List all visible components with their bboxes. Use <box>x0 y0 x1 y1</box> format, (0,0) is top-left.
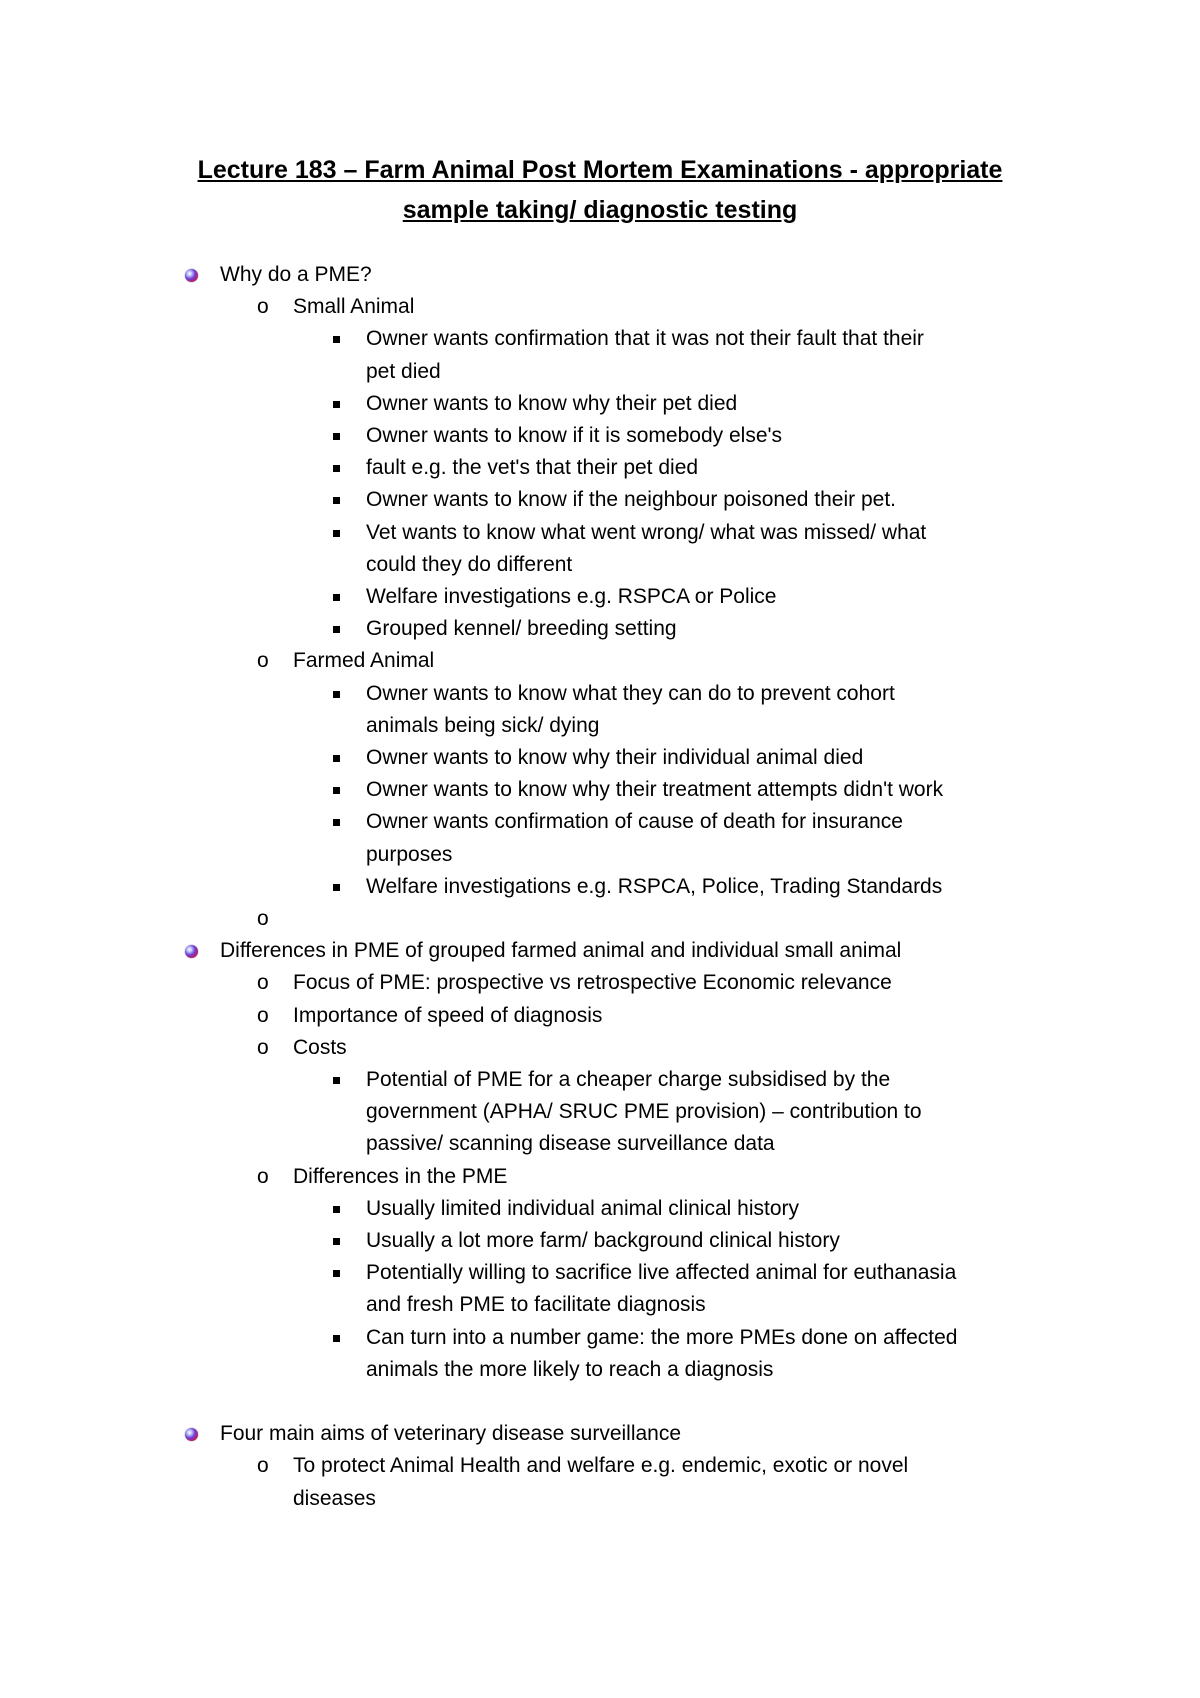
title-line-1: Lecture 183 – Farm Animal Post Mortem Examinations - appropriate <box>197 156 1003 184</box>
square-bullet-icon <box>333 626 340 633</box>
circle-bullet-icon: o <box>257 1003 269 1027</box>
list-item-text: Owner wants to know if it is somebody else's <box>366 424 783 447</box>
list-item-text: Potential of PME for a cheaper charge subsidised by the <box>366 1068 891 1091</box>
circle-bullet-icon: o <box>257 649 269 673</box>
sphere-bullet-icon <box>185 945 198 958</box>
circle-bullet-icon: o <box>257 907 269 930</box>
square-bullet-icon <box>333 401 340 408</box>
square-bullet-icon <box>333 1077 340 1084</box>
square-bullet-icon <box>333 594 340 601</box>
square-bullet-icon <box>333 819 340 826</box>
circle-bullet-icon: o <box>257 1164 269 1188</box>
square-bullet-icon <box>333 497 340 504</box>
list-item-text: diseases <box>293 1486 376 1510</box>
square-bullet-icon <box>333 530 340 537</box>
list-item-text: government (APHA/ SRUC PME provision) – contribution to <box>366 1100 922 1124</box>
list-item-text: Owner wants to know why their treatment attempts didn't work <box>366 778 944 802</box>
square-bullet-icon <box>333 1335 340 1342</box>
sphere-bullet-icon <box>185 1428 198 1441</box>
list-item-text: animals being sick/ dying <box>366 713 600 737</box>
square-bullet-icon <box>333 433 340 440</box>
list-item-text: Differences in PME of grouped farmed animal and individual small animal <box>220 939 902 963</box>
square-bullet-icon <box>333 691 340 698</box>
list-item-text: Farmed Animal <box>293 649 435 673</box>
list-item-text: Usually a lot more farm/ background clinical history <box>366 1229 840 1252</box>
list-item-text: Small Animal <box>293 295 415 319</box>
square-bullet-icon <box>333 1238 340 1245</box>
list-item-text: Owner wants to know what they can do to prevent cohort <box>366 681 895 705</box>
list-item-text: Owner wants to know why their individual animal died <box>366 746 864 769</box>
list-item-text: passive/ scanning disease surveillance data <box>366 1132 775 1156</box>
list-item-text: Focus of PME: prospective vs retrospective Economic relevance <box>293 971 892 995</box>
document-title <box>100 150 1100 230</box>
list-item-text: Grouped kennel/ breeding setting <box>366 617 677 641</box>
list-item-text: could they do different <box>366 552 573 576</box>
square-bullet-icon <box>333 884 340 891</box>
circle-bullet-icon: o <box>257 971 269 995</box>
square-bullet-icon <box>333 1270 340 1277</box>
list-item-text: Differences in the PME <box>293 1164 508 1188</box>
list-item-text: Vet wants to know what went wrong/ what was missed/ what <box>366 520 927 544</box>
list-item-text: Owner wants to know why their pet died <box>366 391 738 415</box>
list-item-text: Potentially willing to sacrifice live affected animal for euthanasia <box>366 1261 957 1285</box>
title-line-2: sample taking/ diagnostic testing <box>402 196 798 224</box>
list-item-text: Costs <box>293 1035 347 1059</box>
list-item-text: Importance of speed of diagnosis <box>293 1003 603 1027</box>
sphere-bullet-icon <box>185 269 198 282</box>
circle-bullet-icon: o <box>257 1454 269 1478</box>
list-item-text: Owner wants to know if the neighbour poisoned their pet. <box>366 488 896 512</box>
list-item-text: Welfare investigations e.g. RSPCA or Police <box>366 585 777 608</box>
list-item-text: Why do a PME? <box>220 263 372 286</box>
list-item-text: purposes <box>366 842 453 866</box>
square-bullet-icon <box>333 755 340 762</box>
list-item-text: Owner wants confirmation of cause of death for insurance <box>366 810 903 834</box>
square-bullet-icon <box>333 465 340 472</box>
list-item-text: animals the more likely to reach a diagnosis <box>366 1357 774 1381</box>
square-bullet-icon <box>333 1206 340 1213</box>
list-item-text: and fresh PME to facilitate diagnosis <box>366 1293 706 1317</box>
list-item-text: Usually limited individual animal clinical history <box>366 1196 800 1220</box>
list-item-text: Owner wants confirmation that it was not their fault that their <box>366 327 924 351</box>
list-item-text: Can turn into a number game: the more PMEs done on affected <box>366 1325 958 1349</box>
list-item-text: fault e.g. the vet's that their pet died <box>366 456 699 480</box>
circle-bullet-icon: o <box>257 295 269 319</box>
square-bullet-icon <box>333 336 340 343</box>
list-item-text: Four main aims of veterinary disease surveillance <box>220 1422 682 1446</box>
list-item-text: pet died <box>366 359 441 383</box>
list-item-text: Welfare investigations e.g. RSPCA, Police, Trading Standards <box>366 874 943 898</box>
list-item-text: To protect Animal Health and welfare e.g. endemic, exotic or novel <box>293 1454 909 1478</box>
circle-bullet-icon: o <box>257 1035 269 1059</box>
square-bullet-icon <box>333 787 340 794</box>
